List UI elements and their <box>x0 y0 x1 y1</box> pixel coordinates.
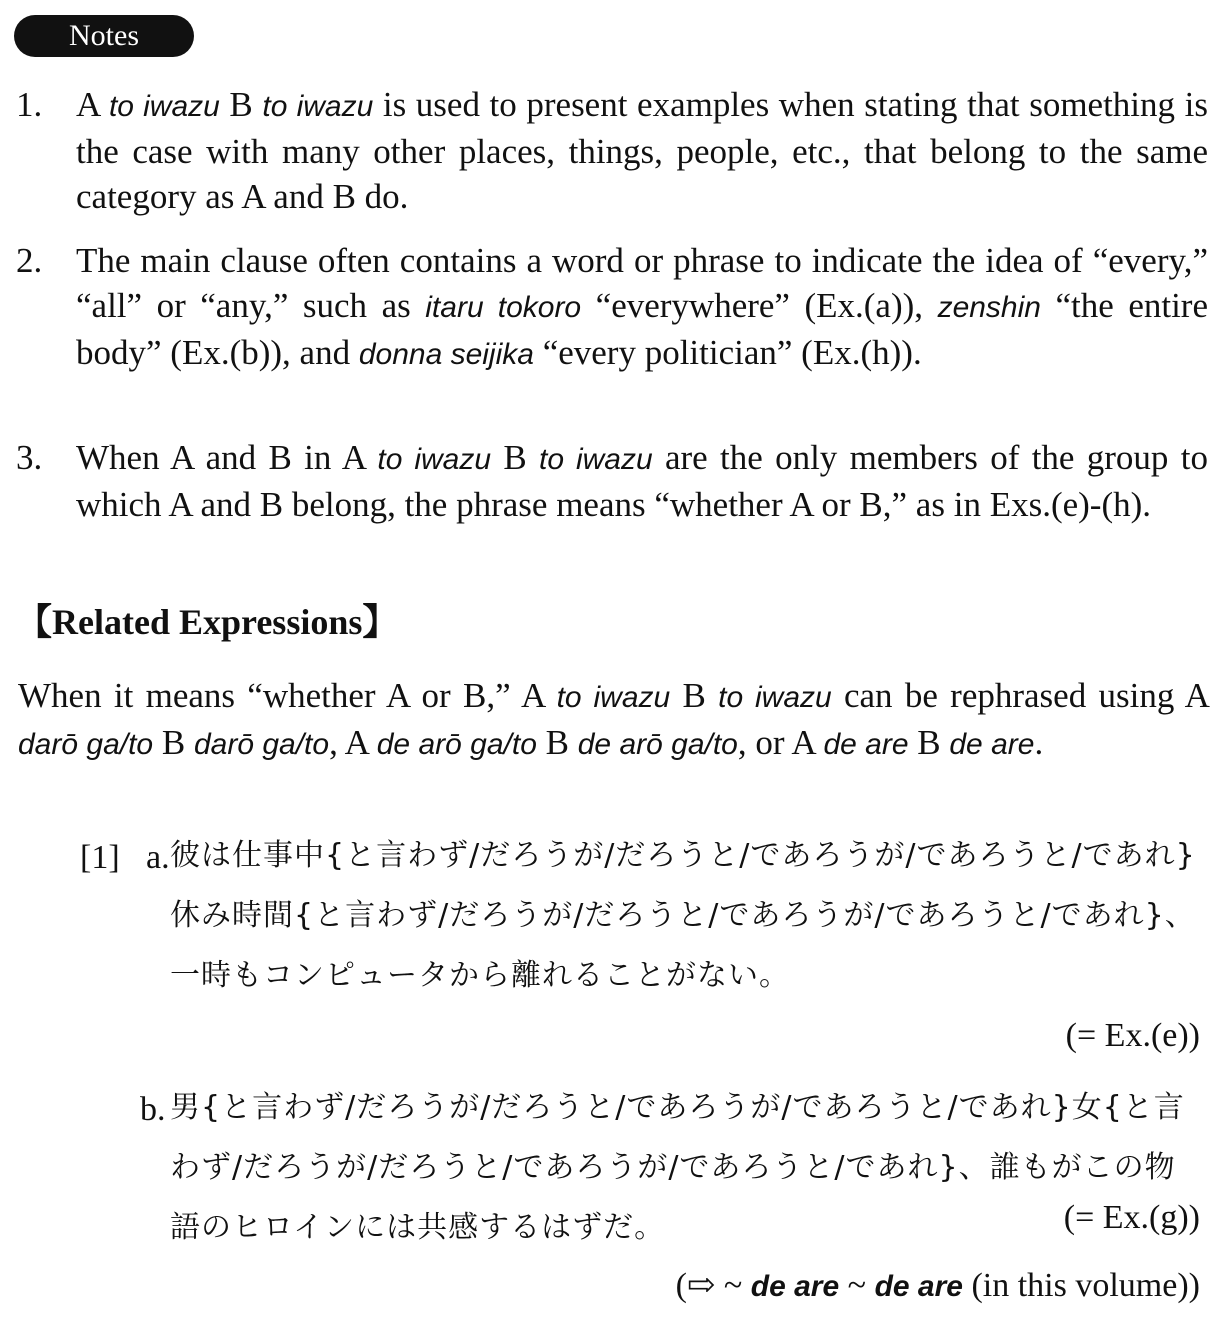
note-number: 2. <box>16 241 43 280</box>
note-number: 3. <box>16 438 43 477</box>
example-set-label: [1] <box>80 839 120 876</box>
note-number: 1. <box>16 85 43 124</box>
related-expressions-text: When it means “whether A or B,” A to iwazu B to iwazu can be rephrased using A darō ga/to B darō ga/to, A de arō ga/to B de arō ga/to, or A de are B de are. <box>18 676 1210 762</box>
example-b-reference: (= Ex.(g)) <box>1056 1198 1200 1238</box>
note-2 <box>16 238 1208 377</box>
example-b-label: b. <box>140 1091 166 1128</box>
note-3 <box>16 435 1208 527</box>
example-a-reference: (= Ex.(e)) <box>1065 1017 1200 1054</box>
related-expressions-heading: 【Related Expressions】 <box>16 602 399 642</box>
example-b-text: 男{と言わず/だろうが/だろうと/であろうが/であろうと/であれ}女{と言わず/だろうが/だろうと/であろうが/であろうと/であれ}、誰もがこの物語のヒロインには共感するはずだ。 <box>170 1090 1185 1245</box>
note-text: When A and B in A to iwazu B to iwazu are the only members of the group to which A and B belong, the phrase means “whether A or B,” as in Exs.(e)-(h). <box>76 438 1208 524</box>
example-a-text: 彼は仕事中{と言わず/だろうが/だろうと/であろうが/であろうと/であれ}休み時間{と言わず/だろうが/だろうと/であろうが/であろうと/であれ}、一時もコンピュータから離れることがない。 <box>170 838 1196 993</box>
note-text: The main clause often contains a word or phrase to indicate the idea of “every,” “all” or “any,” such as itaru tokoro “everywhere” (Ex.(a)), zenshin “the entire body” (Ex.(b)), and donna seijika “every politician” (Ex.(h)). <box>76 241 1208 372</box>
notes-badge: Notes <box>14 15 194 57</box>
note-text: A to iwazu B to iwazu is used to present examples when stating that something is the case with many other places, things, people, etc., that belong to the same category as A and B do. <box>76 85 1208 216</box>
example-a-label: a. <box>146 839 170 876</box>
cross-reference: (⇨ ~ de are ~ de are (in this volume)) <box>675 1267 1200 1304</box>
note-1 <box>16 82 1208 219</box>
